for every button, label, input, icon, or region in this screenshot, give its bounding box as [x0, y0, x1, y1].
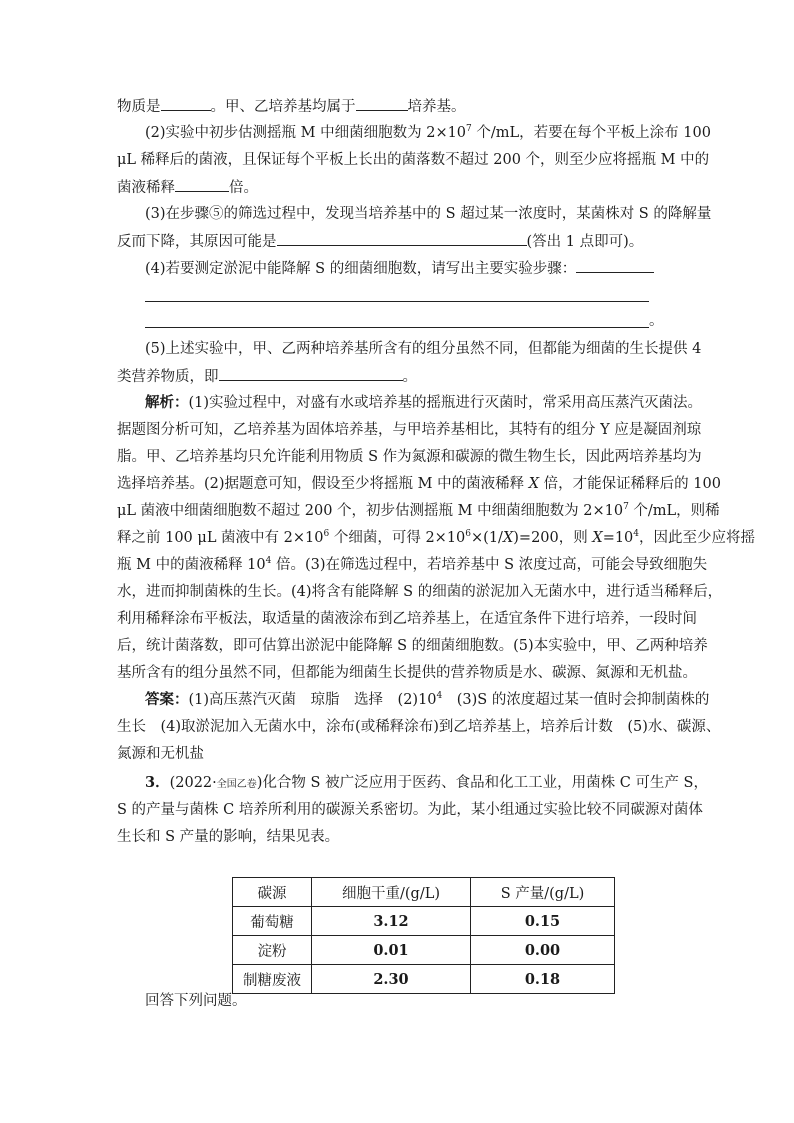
text: 化合物 S 被广泛应用于医药、食品和化工工业，用菌株 C 可生产 S，	[262, 775, 708, 791]
table-header-row	[233, 878, 615, 907]
table-cell: 2.30	[312, 965, 471, 994]
text: 个/mL，则稀	[628, 503, 720, 519]
answer-rule	[145, 327, 649, 328]
answer-line2	[117, 717, 720, 737]
analysis-line8	[117, 582, 722, 602]
q2-part5-line2	[117, 366, 417, 387]
table-cell: 0.15	[471, 907, 615, 936]
text: 物质是	[117, 99, 161, 115]
analysis-line2	[117, 420, 701, 440]
superscript: 4	[436, 691, 443, 702]
table-cell: 制糖废液	[233, 965, 312, 994]
source: )	[256, 775, 263, 791]
variable-x: X	[592, 530, 603, 546]
q2-part3-line1	[145, 204, 711, 224]
text: μL 菌液中细菌细胞数不超过 200 个，初步估测摇瓶 M 中细菌细胞数为 2×10	[117, 503, 624, 519]
answer-line3	[117, 744, 204, 764]
text: 据题图分析可知，乙培养基为固体培养基，与甲培养基相比，其特有的组分 Y 应是凝固剂琼	[117, 422, 702, 438]
text: 释之前 100 μL 菌液中有 2×10	[117, 530, 324, 546]
superscript: 6	[323, 529, 330, 540]
text: 氮源和无机盐	[117, 746, 204, 762]
question-number: 3．	[145, 774, 170, 791]
text: 脂。甲、乙培养基均只允许能利用物质 S 作为氮源和碳源的微生物生长，因此两培养基均为	[117, 449, 702, 465]
text: 回答下列问题。	[145, 993, 247, 1009]
source: (2022·	[169, 775, 217, 791]
text: 。	[402, 369, 417, 385]
carbon-source-table	[232, 877, 615, 994]
answer-blank	[576, 258, 654, 273]
table-cell: 葡萄糖	[233, 907, 312, 936]
q2-part4-end	[649, 311, 664, 331]
text: 倍。	[229, 180, 258, 196]
text: (1)高压蒸汽灭菌 琼脂 选择 (2)10	[188, 692, 437, 708]
table-cell: 0.01	[312, 936, 471, 965]
text: 。甲、乙培养基均属于	[210, 99, 356, 115]
text: (答出 1 点即可)。	[526, 234, 644, 250]
table-cell: 0.00	[471, 936, 615, 965]
text: 倍。(3)在筛选过程中，若培养基中 S 浓度过高，可能会导致细胞失	[271, 557, 708, 573]
answer-label: 答案：	[145, 691, 189, 708]
superscript: 7	[623, 502, 629, 513]
table-cell: 0.18	[471, 965, 615, 994]
analysis-line5	[117, 501, 720, 521]
analysis-line4	[117, 474, 721, 494]
superscript: 4	[633, 529, 640, 540]
text: 生长 (4)取淤泥加入无菌水中，涂布(或稀释涂布)到乙培养基上，培养后计数 (5)水、碳源、	[117, 719, 721, 735]
text: 利用稀释涂布平板法，取适量的菌液涂布到乙培养基上，在适宜条件下进行培养，一段时间	[117, 611, 697, 627]
analysis-line6	[117, 528, 755, 548]
text: 培养基。	[407, 99, 466, 115]
text: 选择培养基。(2)据题意可知，假设至少将摇瓶 M 中的菌液稀释	[117, 476, 529, 492]
answer-blank	[219, 366, 403, 381]
q2-part3-line2	[117, 231, 643, 252]
table-header: 碳源	[233, 878, 312, 907]
superscript: 7	[466, 124, 472, 135]
answer-blank	[356, 96, 408, 111]
text: (5)上述实验中，甲、乙两种培养基所含有的组分虽然不同，但都能为细菌的生长提供 4	[145, 341, 702, 357]
table-row	[233, 936, 615, 965]
table-row	[233, 907, 615, 936]
q2-part5-line1	[145, 339, 701, 359]
text: (1)实验过程中，对盛有水或培养基的摇瓶进行灭菌时，常采用高压蒸汽灭菌法。	[188, 395, 703, 411]
text: (2)实验中初步估测摇瓶 M 中细菌细胞数为 2×10	[145, 125, 467, 141]
text: 瓶 M 中的菌液稀释 10	[117, 557, 266, 573]
variable-x: X	[502, 530, 514, 546]
superscript: 4	[265, 556, 272, 567]
text: ，因此至少应将摇	[639, 530, 756, 546]
answer-blank	[161, 96, 211, 111]
text: 类营养物质，即	[117, 369, 219, 385]
text: 后，统计菌落数，即可估算出淤泥中能降解 S 的细菌细胞数。(5)本实验中，甲、乙两种培养	[117, 638, 708, 654]
q3-line1	[145, 773, 708, 795]
answer-blank	[277, 231, 527, 246]
q2-part2-line2	[117, 150, 709, 170]
table-header: 细胞干重/(g/L)	[312, 878, 471, 907]
analysis-line10	[117, 636, 708, 656]
text: 菌液稀释	[117, 180, 175, 196]
analysis-label: 解析：	[145, 394, 189, 411]
text: (3)在步骤⑤的筛选过程中，发现当培养基中的 S 超过某一浓度时，某菌株对 S 的降解量	[145, 206, 712, 222]
q2-part2-line3	[117, 177, 258, 198]
text: (4)若要测定淤泥中能降解 S 的细菌细胞数，请写出主要实验步骤：	[145, 261, 577, 277]
answer-blank	[175, 177, 229, 192]
text: )=200，则	[513, 530, 593, 546]
q3-prompt	[145, 991, 247, 1011]
analysis-line3	[117, 447, 702, 467]
analysis-line9	[117, 609, 697, 629]
answer-line1	[145, 690, 709, 710]
variable-x: X	[528, 476, 540, 492]
table-row	[233, 965, 615, 994]
q2-part4-line1	[145, 258, 654, 279]
q2-continuation-line	[117, 96, 466, 117]
text: 个/mL，若要在每个平板上涂布 100	[471, 125, 711, 141]
text: (3)S 的浓度超过某一值时会抑制菌株的	[442, 692, 710, 708]
superscript: 6	[465, 529, 472, 540]
analysis-line1	[145, 393, 702, 413]
text: ×(1/	[471, 530, 503, 546]
table-cell: 3.12	[312, 907, 471, 936]
answer-rule	[145, 301, 649, 302]
text: 基所含有的组分虽然不同，但都能为细菌生长提供的营养物质是水、碳源、氮源和无机盐。	[117, 665, 697, 681]
table-header: S 产量/(g/L)	[471, 878, 615, 907]
text: 水，进而抑制菌株的生长。(4)将含有能降解 S 的细菌的淤泥加入无菌水中，进行适当稀释后，	[117, 584, 723, 600]
analysis-line11	[117, 663, 697, 683]
q3-line3	[117, 827, 339, 847]
text: 个细菌，可得 2×10	[329, 530, 466, 546]
text: μL 稀释后的菌液，且保证每个平板上长出的菌落数不超过 200 个，则至少应将摇瓶 M 中的	[117, 152, 710, 168]
analysis-line7	[117, 555, 707, 575]
text: 。	[649, 313, 664, 329]
q2-part2-line1	[145, 123, 711, 143]
text: S 的产量与菌株 C 培养所利用的碳源关系密切。为此，某小组通过实验比较不同碳源对菌体	[117, 802, 703, 818]
text: 反而下降，其原因可能是	[117, 234, 277, 250]
source-exam: 全国乙卷	[216, 779, 257, 790]
table-cell: 淀粉	[233, 936, 312, 965]
text: 倍，才能保证稀释后的 100	[539, 476, 721, 492]
q3-line2	[117, 800, 703, 820]
text: =10	[602, 530, 634, 546]
text: 生长和 S 产量的影响，结果见表。	[117, 829, 340, 845]
